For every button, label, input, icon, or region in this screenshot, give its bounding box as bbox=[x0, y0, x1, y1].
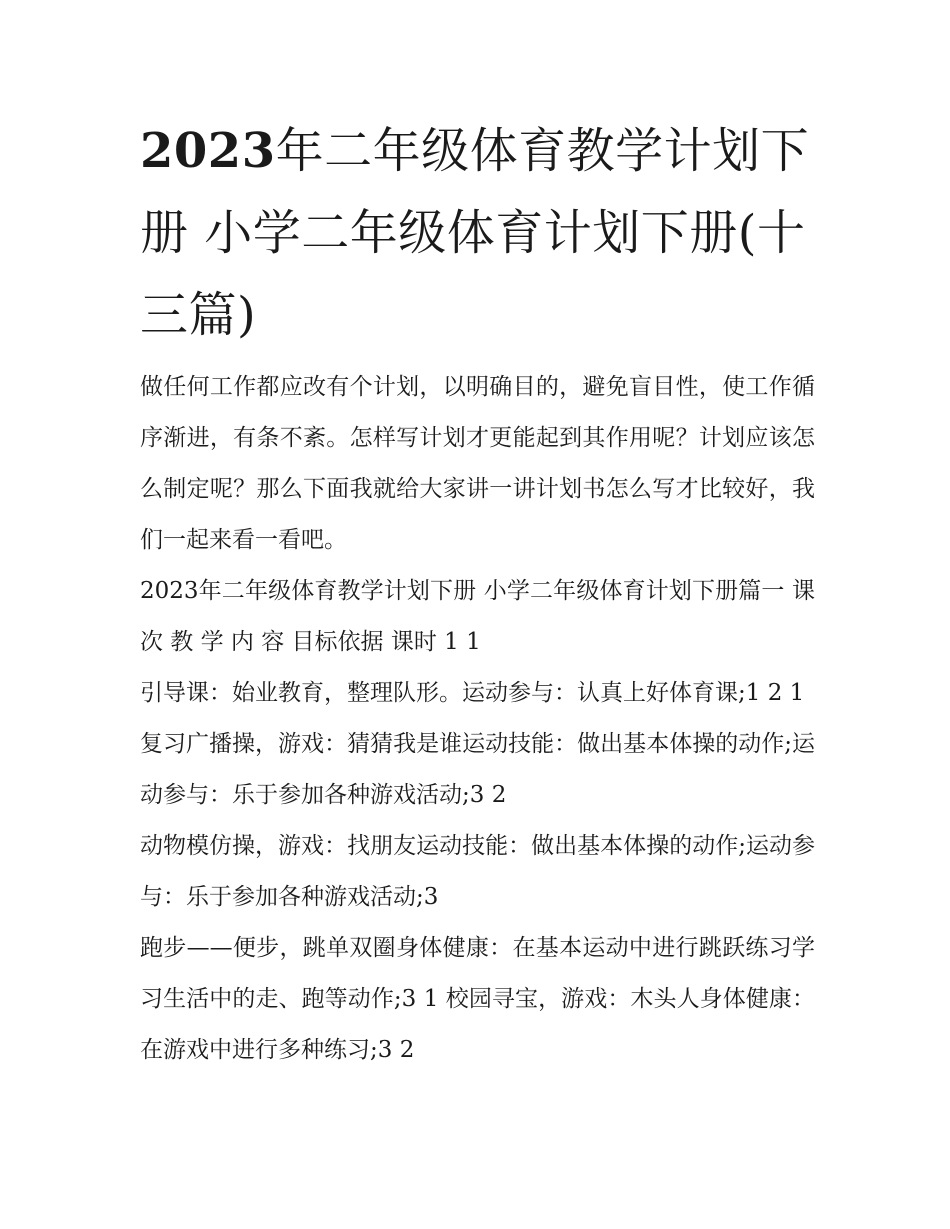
title-year: 2023 bbox=[140, 123, 276, 179]
lesson-row-2: 复习广播操，游戏：猜猜我是谁运动技能：做出基本体操的动作;运动参与：乐于参加各种游戏活动;3 2 bbox=[140, 731, 815, 808]
section-heading-paragraph: 2023年二年级体育教学计划下册 小学二年级体育计划下册篇一 课次 教 学 内 容 目标依据 课时 1 1 bbox=[140, 578, 815, 655]
intro-paragraph: 做任何工作都应改有个计划，以明确目的，避免盲目性，使工作循序渐进，有条不紊。怎样写计划才更能起到其作用呢？计划应该怎么制定呢？那么下面我就给大家讲一讲计划书怎么写才比较好，我们一起来看一看吧。 bbox=[140, 374, 815, 553]
document-title bbox=[140, 110, 815, 356]
lesson-row-3: 动物模仿操，游戏：找朋友运动技能：做出基本体操的动作;运动参与：乐于参加各种游戏活动;3 bbox=[140, 833, 815, 910]
lesson-row-4: 跑步——便步，跳单双圈身体健康：在基本运动中进行跳跃练习学习生活中的走、跑等动作;3 1 校园寻宝，游戏：木头人身体健康：在游戏中进行多种练习;3 2 bbox=[140, 935, 815, 1063]
lesson-row-1: 引导课：始业教育，整理队形。运动参与：认真上好体育课;1 2 1 bbox=[140, 680, 805, 706]
document-page bbox=[140, 110, 815, 1076]
title-text: 年二年级体育教学计划下册 小学二年级体育计划下册(十三篇) bbox=[140, 123, 810, 343]
